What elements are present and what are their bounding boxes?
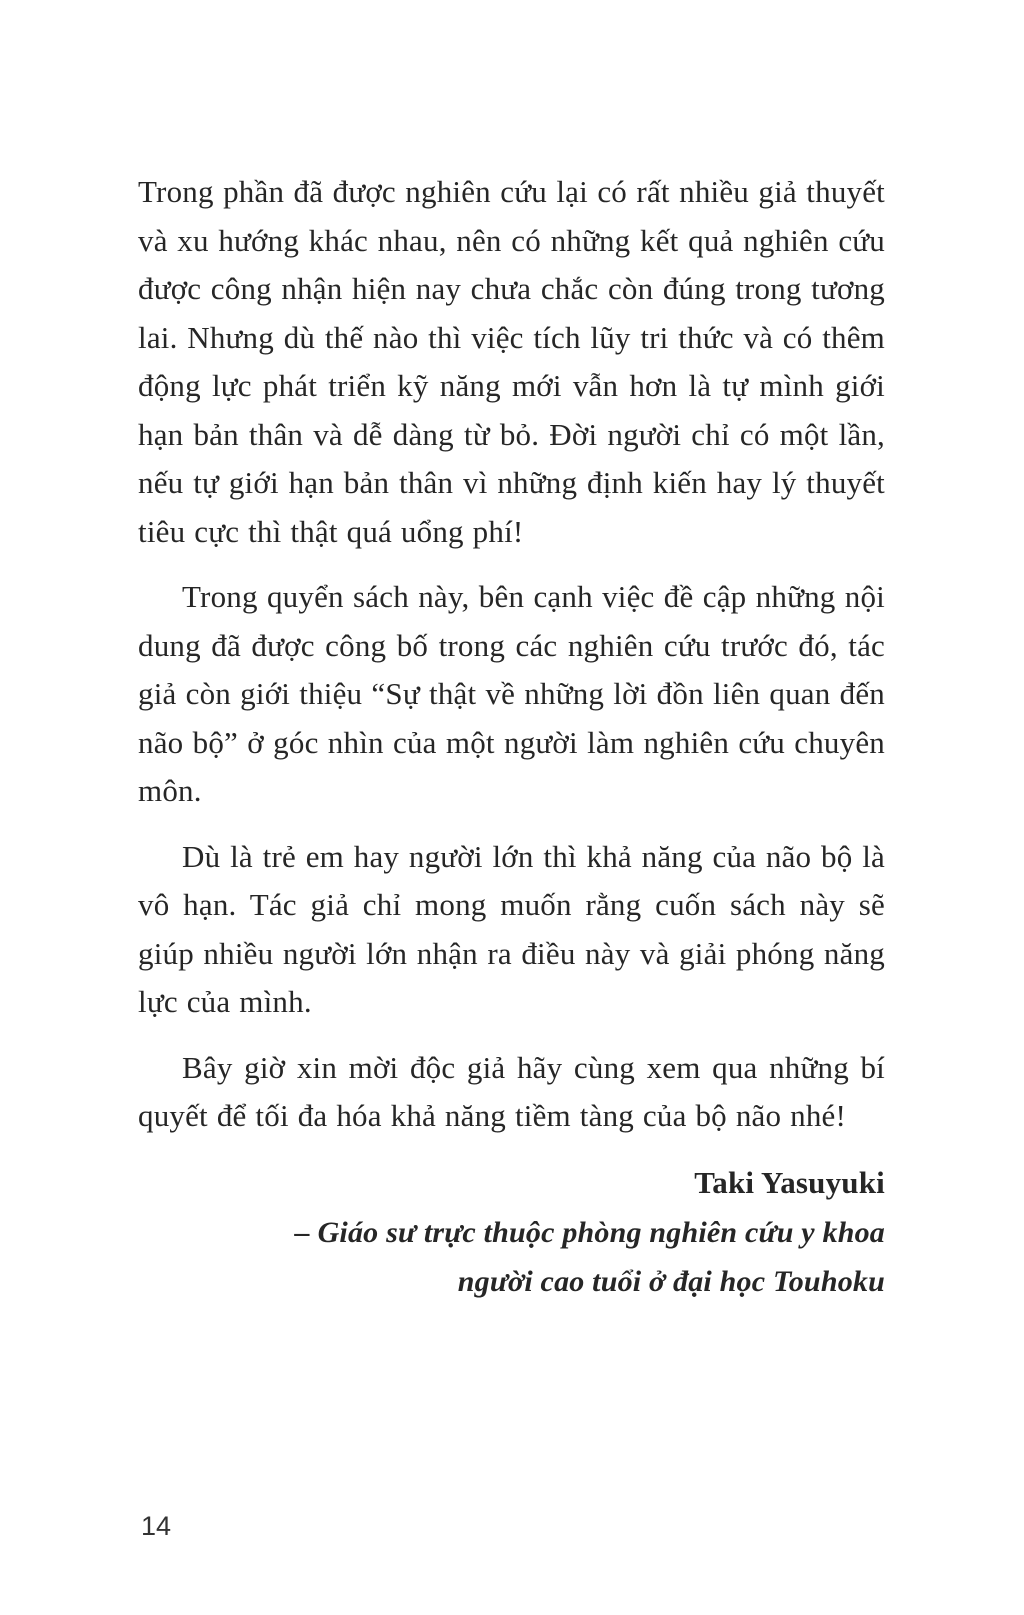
page-text-block	[138, 168, 885, 1306]
signature-block	[138, 1158, 885, 1306]
signature-role-line-2: người cao tuổi ở đại học Touhoku	[457, 1264, 885, 1298]
signature-role-line-1: – Giáo sư trực thuộc phòng nghiên cứu y khoa	[294, 1215, 885, 1249]
body-paragraph-2: Trong quyển sách này, bên cạnh việc đề cập những nội dung đã được công bố trong các nghiên cứu trước đó, tác giả còn giới thiệu “Sự thật về những lời đồn liên quan đến não bộ” ở góc nhìn của một người làm nghiên cứu chuyên môn.	[138, 579, 885, 808]
body-paragraph-4: Bây giờ xin mời độc giả hãy cùng xem qua những bí quyết để tối đa hóa khả năng tiềm tàng của bộ não nhé!	[138, 1049, 885, 1133]
body-paragraph-3: Dù là trẻ em hay người lớn thì khả năng của não bộ là vô hạn. Tác giả chỉ mong muốn rằng cuốn sách này sẽ giúp nhiều người lớn nhận ra điều này và giải phóng năng lực của mình.	[138, 838, 885, 1019]
signature-author-name: Taki Yasuyuki	[694, 1164, 885, 1200]
page-number: 14	[141, 1511, 172, 1541]
body-paragraph-1: Trong phần đã được nghiên cứu lại có rất nhiều giả thuyết và xu hướng khác nhau, nên có những kết quả nghiên cứu được công nhận hiện nay chưa chắc còn đúng trong tương lai. Nhưng dù thế nào thì việc tích lũy tri thức và có thêm động lực phát triển kỹ năng mới vẫn hơn là tự mình giới hạn bản thân và dễ dàng từ bỏ. Đời người chỉ có một lần, nếu tự giới hạn bản thân vì những định kiến hay lý thuyết tiêu cực thì thật quá uổng phí!	[138, 174, 885, 549]
